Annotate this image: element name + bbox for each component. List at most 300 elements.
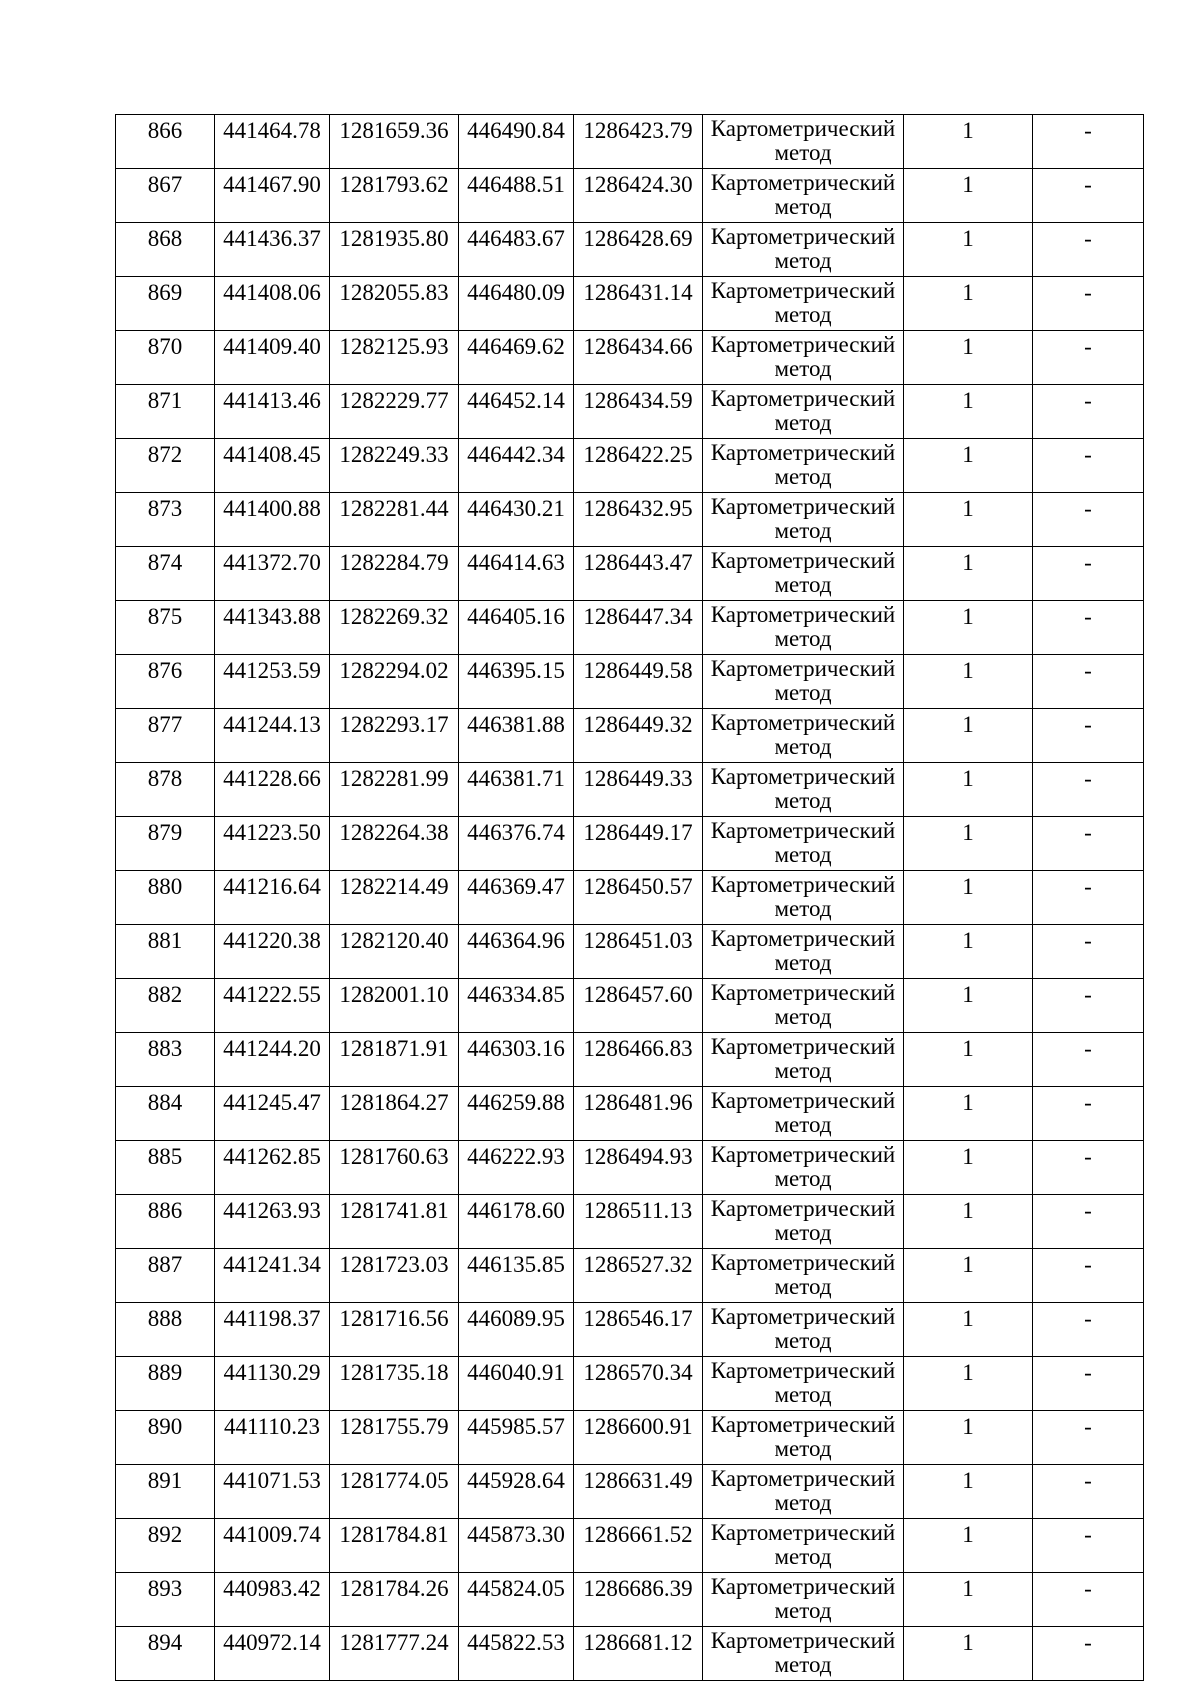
accuracy-value: 1 bbox=[962, 982, 974, 1007]
y2-value: 1286449.58 bbox=[583, 658, 693, 683]
note-cell bbox=[1033, 979, 1144, 1033]
y1-value: 1282214.49 bbox=[339, 874, 449, 899]
note-cell bbox=[1033, 1033, 1144, 1087]
coordinates-table bbox=[115, 114, 1144, 1681]
method-cell bbox=[703, 385, 904, 439]
y1-value: 1281774.05 bbox=[339, 1468, 449, 1493]
note-value: - bbox=[1084, 1198, 1092, 1223]
method-text-line2: метод bbox=[774, 950, 832, 975]
x1-value: 441263.93 bbox=[223, 1198, 321, 1223]
x2-value: 446381.88 bbox=[467, 712, 565, 737]
y2-cell bbox=[574, 1087, 703, 1141]
point-number: 876 bbox=[147, 658, 183, 683]
x2-cell bbox=[459, 817, 574, 871]
x1-value: 440983.42 bbox=[223, 1576, 321, 1601]
table-row bbox=[116, 925, 1144, 979]
x1-cell bbox=[215, 439, 330, 493]
point-number-cell bbox=[116, 655, 215, 709]
y1-cell bbox=[330, 817, 459, 871]
table-row bbox=[116, 1195, 1144, 1249]
method-text-line2: метод bbox=[774, 734, 832, 759]
y1-cell bbox=[330, 1249, 459, 1303]
y1-value: 1281735.18 bbox=[339, 1360, 449, 1385]
accuracy-cell bbox=[904, 1573, 1033, 1627]
y1-cell bbox=[330, 1087, 459, 1141]
accuracy-cell bbox=[904, 1141, 1033, 1195]
method-cell bbox=[703, 763, 904, 817]
x2-cell bbox=[459, 1627, 574, 1681]
point-number: 890 bbox=[147, 1414, 183, 1439]
point-number: 872 bbox=[147, 442, 183, 467]
method-cell bbox=[703, 817, 904, 871]
x1-cell bbox=[215, 871, 330, 925]
point-number-cell bbox=[116, 925, 215, 979]
accuracy-cell bbox=[904, 169, 1033, 223]
table-row bbox=[116, 1519, 1144, 1573]
method-text-line2: метод bbox=[774, 518, 832, 543]
y2-value: 1286428.69 bbox=[583, 226, 693, 251]
method-text-line1: Картометрический bbox=[710, 1304, 896, 1329]
method-cell bbox=[703, 1573, 904, 1627]
table-row bbox=[116, 871, 1144, 925]
y2-value: 1286457.60 bbox=[583, 982, 693, 1007]
point-number-cell bbox=[116, 493, 215, 547]
y1-cell bbox=[330, 1519, 459, 1573]
point-number: 867 bbox=[147, 172, 183, 197]
accuracy-cell bbox=[904, 1249, 1033, 1303]
y1-value: 1282264.38 bbox=[339, 820, 449, 845]
note-value: - bbox=[1084, 1630, 1092, 1655]
y2-cell bbox=[574, 601, 703, 655]
x2-value: 445873.30 bbox=[467, 1522, 565, 1547]
point-number-cell bbox=[116, 277, 215, 331]
y2-value: 1286511.13 bbox=[583, 1198, 693, 1223]
note-cell bbox=[1033, 925, 1144, 979]
accuracy-cell bbox=[904, 277, 1033, 331]
note-value: - bbox=[1084, 928, 1092, 953]
table-row bbox=[116, 763, 1144, 817]
point-number-cell bbox=[116, 1303, 215, 1357]
note-value: - bbox=[1084, 604, 1092, 629]
table-row bbox=[116, 601, 1144, 655]
note-cell bbox=[1033, 1357, 1144, 1411]
x1-cell bbox=[215, 1033, 330, 1087]
table-row bbox=[116, 1573, 1144, 1627]
note-cell bbox=[1033, 385, 1144, 439]
method-cell bbox=[703, 1141, 904, 1195]
y1-value: 1282284.79 bbox=[339, 550, 449, 575]
note-value: - bbox=[1084, 118, 1092, 143]
y2-cell bbox=[574, 709, 703, 763]
method-cell bbox=[703, 979, 904, 1033]
accuracy-value: 1 bbox=[962, 928, 974, 953]
method-cell bbox=[703, 1033, 904, 1087]
x2-value: 445822.53 bbox=[467, 1630, 565, 1655]
accuracy-value: 1 bbox=[962, 1090, 974, 1115]
x1-value: 441220.38 bbox=[223, 928, 321, 953]
accuracy-cell bbox=[904, 1465, 1033, 1519]
x1-cell bbox=[215, 1195, 330, 1249]
x1-value: 441241.34 bbox=[223, 1252, 321, 1277]
point-number: 888 bbox=[147, 1306, 183, 1331]
x1-value: 441216.64 bbox=[223, 874, 321, 899]
method-text-line1: Картометрический bbox=[710, 116, 896, 141]
accuracy-value: 1 bbox=[962, 604, 974, 629]
x2-cell bbox=[459, 1033, 574, 1087]
x2-cell bbox=[459, 493, 574, 547]
x2-cell bbox=[459, 169, 574, 223]
x1-cell bbox=[215, 1357, 330, 1411]
x1-cell bbox=[215, 1087, 330, 1141]
x2-value: 446488.51 bbox=[467, 172, 565, 197]
x2-value: 446222.93 bbox=[467, 1144, 565, 1169]
method-cell bbox=[703, 223, 904, 277]
x2-cell bbox=[459, 115, 574, 169]
method-text-line2: метод bbox=[774, 1382, 832, 1407]
point-number: 871 bbox=[147, 388, 183, 413]
accuracy-value: 1 bbox=[962, 1198, 974, 1223]
point-number-cell bbox=[116, 817, 215, 871]
accuracy-value: 1 bbox=[962, 712, 974, 737]
table-body bbox=[116, 115, 1144, 1681]
y1-cell bbox=[330, 979, 459, 1033]
point-number-cell bbox=[116, 979, 215, 1033]
table-row bbox=[116, 1465, 1144, 1519]
x2-value: 446490.84 bbox=[467, 118, 565, 143]
y1-value: 1281777.24 bbox=[339, 1630, 449, 1655]
method-text-line1: Картометрический bbox=[710, 1412, 896, 1437]
point-number-cell bbox=[116, 1087, 215, 1141]
method-text-line2: метод bbox=[774, 1166, 832, 1191]
note-cell bbox=[1033, 115, 1144, 169]
y1-value: 1282281.44 bbox=[339, 496, 449, 521]
y2-value: 1286449.17 bbox=[583, 820, 693, 845]
x1-cell bbox=[215, 277, 330, 331]
accuracy-value: 1 bbox=[962, 226, 974, 251]
y1-cell bbox=[330, 655, 459, 709]
y1-cell bbox=[330, 925, 459, 979]
note-value: - bbox=[1084, 172, 1092, 197]
y1-cell bbox=[330, 385, 459, 439]
x1-cell bbox=[215, 115, 330, 169]
table-row bbox=[116, 1627, 1144, 1681]
method-cell bbox=[703, 655, 904, 709]
x2-value: 446089.95 bbox=[467, 1306, 565, 1331]
accuracy-value: 1 bbox=[962, 442, 974, 467]
method-cell bbox=[703, 1411, 904, 1465]
x1-value: 441198.37 bbox=[223, 1306, 321, 1331]
note-value: - bbox=[1084, 226, 1092, 251]
table-row bbox=[116, 1141, 1144, 1195]
x1-value: 441262.85 bbox=[223, 1144, 321, 1169]
note-cell bbox=[1033, 709, 1144, 763]
y1-cell bbox=[330, 1465, 459, 1519]
method-text-line2: метод bbox=[774, 1220, 832, 1245]
y2-cell bbox=[574, 1249, 703, 1303]
point-number: 893 bbox=[147, 1576, 183, 1601]
x2-value: 446369.47 bbox=[467, 874, 565, 899]
method-text-line1: Картометрический bbox=[710, 1574, 896, 1599]
method-text-line1: Картометрический bbox=[710, 1628, 896, 1653]
y1-value: 1282293.17 bbox=[339, 712, 449, 737]
y1-cell bbox=[330, 1627, 459, 1681]
x1-cell bbox=[215, 1411, 330, 1465]
y1-cell bbox=[330, 547, 459, 601]
y2-value: 1286481.96 bbox=[583, 1090, 693, 1115]
y1-cell bbox=[330, 1195, 459, 1249]
x1-value: 441467.90 bbox=[223, 172, 321, 197]
note-value: - bbox=[1084, 1252, 1092, 1277]
y2-value: 1286424.30 bbox=[583, 172, 693, 197]
x2-value: 446405.16 bbox=[467, 604, 565, 629]
accuracy-value: 1 bbox=[962, 496, 974, 521]
x2-value: 446364.96 bbox=[467, 928, 565, 953]
accuracy-value: 1 bbox=[962, 1036, 974, 1061]
x1-value: 441222.55 bbox=[223, 982, 321, 1007]
accuracy-value: 1 bbox=[962, 874, 974, 899]
x2-value: 446442.34 bbox=[467, 442, 565, 467]
accuracy-cell bbox=[904, 871, 1033, 925]
y1-value: 1281723.03 bbox=[339, 1252, 449, 1277]
y2-value: 1286686.39 bbox=[583, 1576, 693, 1601]
x2-cell bbox=[459, 385, 574, 439]
point-number-cell bbox=[116, 331, 215, 385]
point-number: 878 bbox=[147, 766, 183, 791]
x2-value: 445985.57 bbox=[467, 1414, 565, 1439]
point-number-cell bbox=[116, 763, 215, 817]
accuracy-cell bbox=[904, 439, 1033, 493]
note-cell bbox=[1033, 493, 1144, 547]
method-text-line2: метод bbox=[774, 1112, 832, 1137]
method-text-line2: метод bbox=[774, 1328, 832, 1353]
point-number-cell bbox=[116, 115, 215, 169]
method-cell bbox=[703, 925, 904, 979]
table-row bbox=[116, 1033, 1144, 1087]
y2-cell bbox=[574, 925, 703, 979]
table-row bbox=[116, 979, 1144, 1033]
x2-value: 446395.15 bbox=[467, 658, 565, 683]
method-text-line1: Картометрический bbox=[710, 926, 896, 951]
x1-value: 441253.59 bbox=[223, 658, 321, 683]
note-cell bbox=[1033, 1465, 1144, 1519]
y1-cell bbox=[330, 1033, 459, 1087]
x2-cell bbox=[459, 979, 574, 1033]
y2-value: 1286422.25 bbox=[583, 442, 693, 467]
y2-cell bbox=[574, 223, 703, 277]
accuracy-value: 1 bbox=[962, 172, 974, 197]
y2-cell bbox=[574, 1303, 703, 1357]
x1-value: 441223.50 bbox=[223, 820, 321, 845]
note-cell bbox=[1033, 1573, 1144, 1627]
note-value: - bbox=[1084, 874, 1092, 899]
note-value: - bbox=[1084, 658, 1092, 683]
method-text-line2: метод bbox=[774, 248, 832, 273]
x2-cell bbox=[459, 1303, 574, 1357]
note-cell bbox=[1033, 169, 1144, 223]
point-number-cell bbox=[116, 1573, 215, 1627]
note-value: - bbox=[1084, 820, 1092, 845]
x2-cell bbox=[459, 439, 574, 493]
y2-value: 1286546.17 bbox=[583, 1306, 693, 1331]
note-value: - bbox=[1084, 766, 1092, 791]
accuracy-cell bbox=[904, 1303, 1033, 1357]
method-text-line1: Картометрический bbox=[710, 332, 896, 357]
x1-cell bbox=[215, 385, 330, 439]
method-cell bbox=[703, 1519, 904, 1573]
note-cell bbox=[1033, 1303, 1144, 1357]
method-text-line1: Картометрический bbox=[710, 1196, 896, 1221]
point-number: 882 bbox=[147, 982, 183, 1007]
x1-cell bbox=[215, 547, 330, 601]
note-value: - bbox=[1084, 442, 1092, 467]
method-cell bbox=[703, 277, 904, 331]
x2-cell bbox=[459, 1087, 574, 1141]
note-cell bbox=[1033, 1249, 1144, 1303]
y2-cell bbox=[574, 115, 703, 169]
accuracy-cell bbox=[904, 763, 1033, 817]
x2-value: 446414.63 bbox=[467, 550, 565, 575]
method-text-line2: метод bbox=[774, 1004, 832, 1029]
y1-value: 1281784.26 bbox=[339, 1576, 449, 1601]
accuracy-cell bbox=[904, 115, 1033, 169]
method-cell bbox=[703, 709, 904, 763]
y1-cell bbox=[330, 1141, 459, 1195]
method-text-line2: метод bbox=[774, 140, 832, 165]
y2-value: 1286661.52 bbox=[583, 1522, 693, 1547]
x2-value: 446334.85 bbox=[467, 982, 565, 1007]
note-value: - bbox=[1084, 334, 1092, 359]
note-cell bbox=[1033, 601, 1144, 655]
x1-cell bbox=[215, 169, 330, 223]
table-row bbox=[116, 115, 1144, 169]
x1-cell bbox=[215, 709, 330, 763]
method-text-line2: метод bbox=[774, 1058, 832, 1083]
method-text-line1: Картометрический bbox=[710, 278, 896, 303]
y2-cell bbox=[574, 763, 703, 817]
y2-value: 1286600.91 bbox=[583, 1414, 693, 1439]
method-cell bbox=[703, 601, 904, 655]
method-text-line2: метод bbox=[774, 788, 832, 813]
method-cell bbox=[703, 1249, 904, 1303]
accuracy-cell bbox=[904, 709, 1033, 763]
table-row bbox=[116, 655, 1144, 709]
table-row bbox=[116, 493, 1144, 547]
y2-cell bbox=[574, 1141, 703, 1195]
note-cell bbox=[1033, 331, 1144, 385]
table-row bbox=[116, 169, 1144, 223]
point-number-cell bbox=[116, 169, 215, 223]
y1-cell bbox=[330, 1357, 459, 1411]
table-row bbox=[116, 709, 1144, 763]
x1-value: 441228.66 bbox=[223, 766, 321, 791]
table-row bbox=[116, 385, 1144, 439]
accuracy-cell bbox=[904, 223, 1033, 277]
method-cell bbox=[703, 439, 904, 493]
note-cell bbox=[1033, 871, 1144, 925]
y1-value: 1282229.77 bbox=[339, 388, 449, 413]
accuracy-cell bbox=[904, 925, 1033, 979]
method-text-line2: метод bbox=[774, 1490, 832, 1515]
x1-cell bbox=[215, 763, 330, 817]
y1-cell bbox=[330, 493, 459, 547]
method-cell bbox=[703, 1087, 904, 1141]
x2-cell bbox=[459, 1195, 574, 1249]
x2-value: 446381.71 bbox=[467, 766, 565, 791]
table-row bbox=[116, 1087, 1144, 1141]
y2-value: 1286423.79 bbox=[583, 118, 693, 143]
method-text-line2: метод bbox=[774, 626, 832, 651]
y2-cell bbox=[574, 331, 703, 385]
method-text-line1: Картометрический bbox=[710, 1088, 896, 1113]
x1-value: 441372.70 bbox=[223, 550, 321, 575]
accuracy-value: 1 bbox=[962, 1306, 974, 1331]
x1-cell bbox=[215, 601, 330, 655]
method-text-line1: Картометрический bbox=[710, 224, 896, 249]
method-text-line1: Картометрический bbox=[710, 1250, 896, 1275]
point-number-cell bbox=[116, 1195, 215, 1249]
note-cell bbox=[1033, 277, 1144, 331]
x1-value: 441130.29 bbox=[223, 1360, 321, 1385]
x2-value: 446259.88 bbox=[467, 1090, 565, 1115]
method-cell bbox=[703, 1465, 904, 1519]
method-text-line1: Картометрический bbox=[710, 1034, 896, 1059]
x1-value: 441245.47 bbox=[223, 1090, 321, 1115]
x2-value: 446376.74 bbox=[467, 820, 565, 845]
method-text-line1: Картометрический bbox=[710, 548, 896, 573]
note-value: - bbox=[1084, 1360, 1092, 1385]
point-number-cell bbox=[116, 439, 215, 493]
x2-cell bbox=[459, 277, 574, 331]
method-text-line1: Картометрический bbox=[710, 494, 896, 519]
accuracy-value: 1 bbox=[962, 550, 974, 575]
accuracy-value: 1 bbox=[962, 820, 974, 845]
y2-cell bbox=[574, 979, 703, 1033]
point-number: 884 bbox=[147, 1090, 183, 1115]
method-text-line1: Картометрический bbox=[710, 1142, 896, 1167]
accuracy-cell bbox=[904, 1627, 1033, 1681]
method-text-line1: Картометрический bbox=[710, 980, 896, 1005]
x2-cell bbox=[459, 925, 574, 979]
x1-cell bbox=[215, 925, 330, 979]
x2-value: 446430.21 bbox=[467, 496, 565, 521]
point-number: 894 bbox=[147, 1630, 183, 1655]
method-cell bbox=[703, 169, 904, 223]
y2-cell bbox=[574, 277, 703, 331]
x2-cell bbox=[459, 1573, 574, 1627]
method-text-line1: Картометрический bbox=[710, 170, 896, 195]
y1-value: 1281659.36 bbox=[339, 118, 449, 143]
y2-cell bbox=[574, 439, 703, 493]
x1-value: 440972.14 bbox=[223, 1630, 321, 1655]
y1-value: 1281793.62 bbox=[339, 172, 449, 197]
accuracy-value: 1 bbox=[962, 1576, 974, 1601]
accuracy-cell bbox=[904, 1087, 1033, 1141]
point-number: 885 bbox=[147, 1144, 183, 1169]
point-number: 887 bbox=[147, 1252, 183, 1277]
y1-cell bbox=[330, 439, 459, 493]
point-number: 877 bbox=[147, 712, 183, 737]
y1-cell bbox=[330, 223, 459, 277]
accuracy-cell bbox=[904, 601, 1033, 655]
y2-cell bbox=[574, 1357, 703, 1411]
point-number-cell bbox=[116, 1465, 215, 1519]
method-cell bbox=[703, 1357, 904, 1411]
y1-cell bbox=[330, 169, 459, 223]
y2-cell bbox=[574, 871, 703, 925]
accuracy-value: 1 bbox=[962, 766, 974, 791]
x1-value: 441464.78 bbox=[223, 118, 321, 143]
method-text-line2: метод bbox=[774, 572, 832, 597]
